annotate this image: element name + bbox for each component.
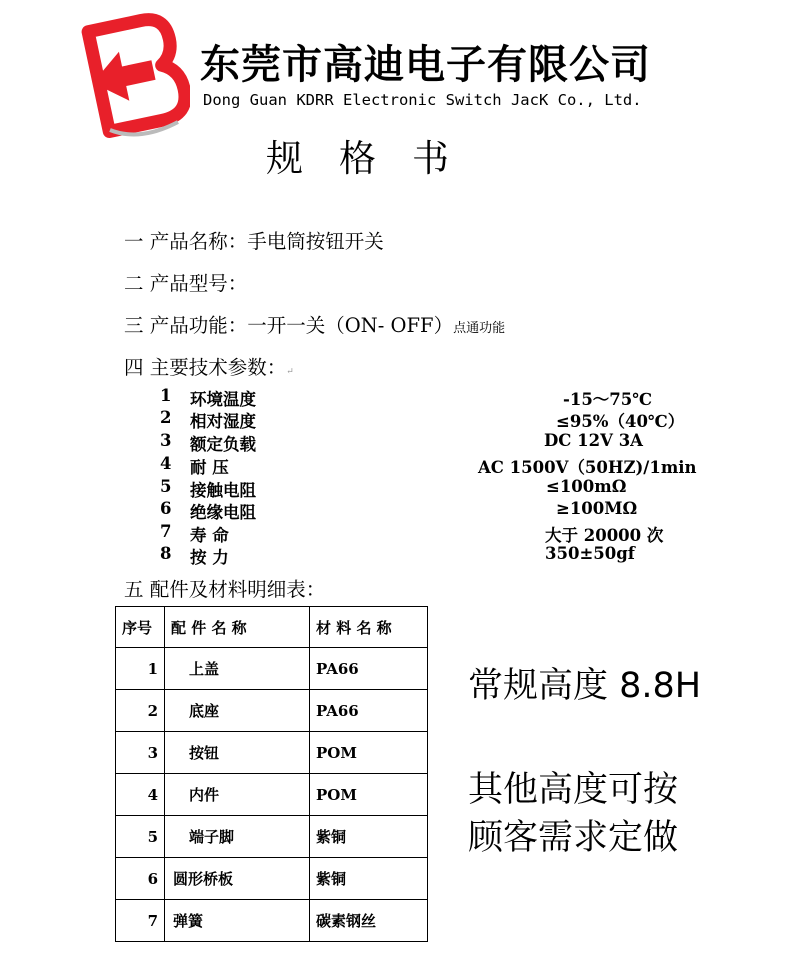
- param-name: 环境温度: [190, 390, 256, 409]
- row-part: 弹簧: [165, 900, 310, 942]
- company-name-en: Dong Guan KDRR Electronic Switch JacK Co., Ltd.: [203, 91, 642, 109]
- section-product-name: 一 产品名称：手电筒按钮开关: [124, 230, 384, 253]
- param-no: 6: [160, 499, 172, 518]
- row-material: 紫铜: [310, 816, 428, 858]
- custom-height-note-line2: 顾客需求定做: [468, 818, 679, 858]
- row-material: 碳素钢丝: [310, 900, 428, 942]
- param-no: 3: [160, 431, 172, 450]
- row-part: 圆形桥板: [165, 858, 310, 900]
- row-part: 上盖: [165, 648, 310, 690]
- param-no: 4: [160, 454, 172, 473]
- company-logo-icon: [70, 10, 190, 140]
- row-material: PA66: [310, 648, 428, 690]
- table-row: [116, 858, 428, 900]
- param-no: 7: [160, 522, 172, 541]
- row-material: 紫铜: [310, 858, 428, 900]
- section-product-model: 二 产品型号：: [124, 272, 248, 295]
- section-parts-list: 五 配件及材料明细表：: [124, 578, 326, 601]
- row-no: 3: [116, 732, 165, 774]
- table-row: [116, 900, 428, 942]
- row-material: PA66: [310, 690, 428, 732]
- tech-params-heading: 四 主要技术参数：: [124, 356, 287, 379]
- param-value: AC 1500V（50HZ)/1min: [478, 458, 697, 477]
- param-value: -15～75℃: [563, 390, 653, 409]
- param-value: ≤95%（40℃）: [556, 412, 685, 431]
- param-name: 按 力: [190, 548, 229, 567]
- parts-table: [115, 606, 428, 942]
- header-no: 序号: [116, 607, 165, 648]
- param-no: 1: [160, 386, 172, 405]
- row-no: 1: [116, 648, 165, 690]
- param-value: ≥100MΩ: [556, 499, 638, 518]
- param-name: 绝缘电阻: [190, 503, 256, 522]
- section-tech-params: [124, 352, 294, 380]
- product-function-text: 三 产品功能：一开一关（ON- OFF）: [124, 314, 454, 337]
- param-value: ≤100mΩ: [546, 477, 627, 496]
- table-row: [116, 732, 428, 774]
- table-header-row: [116, 607, 428, 648]
- param-value: 大于 20000 次: [545, 526, 664, 545]
- row-no: 7: [116, 900, 165, 942]
- param-name: 相对湿度: [190, 412, 256, 431]
- header-part: 配 件 名 称: [165, 607, 310, 648]
- param-value: DC 12V 3A: [544, 431, 643, 450]
- row-no: 2: [116, 690, 165, 732]
- row-part: 内件: [165, 774, 310, 816]
- row-no: 6: [116, 858, 165, 900]
- table-row: [116, 690, 428, 732]
- table-row: [116, 774, 428, 816]
- standard-height-note: 常规高度 8.8H: [468, 666, 702, 706]
- row-part: 端子脚: [165, 816, 310, 858]
- param-name: 额定负载: [190, 435, 256, 454]
- param-no: 2: [160, 408, 172, 427]
- param-no: 5: [160, 477, 172, 496]
- section-product-function: [124, 310, 505, 338]
- param-name: 耐 压: [190, 458, 229, 477]
- row-material: POM: [310, 774, 428, 816]
- row-no: 5: [116, 816, 165, 858]
- company-name-cn: 东莞市高迪电子有限公司: [200, 42, 651, 88]
- table-row: [116, 816, 428, 858]
- product-function-suffix: 点通功能: [453, 321, 506, 336]
- document-title: 规格书: [266, 137, 485, 180]
- table-row: [116, 648, 428, 690]
- param-no: 8: [160, 544, 172, 563]
- param-value: 350±50gf: [545, 544, 635, 563]
- paragraph-mark: ↵: [286, 367, 294, 377]
- param-name: 寿 命: [190, 526, 229, 545]
- row-material: POM: [310, 732, 428, 774]
- param-name: 接触电阻: [190, 481, 256, 500]
- row-no: 4: [116, 774, 165, 816]
- row-part: 底座: [165, 690, 310, 732]
- header-material: 材 料 名 称: [310, 607, 428, 648]
- row-part: 按钮: [165, 732, 310, 774]
- custom-height-note-line1: 其他高度可按: [468, 770, 679, 810]
